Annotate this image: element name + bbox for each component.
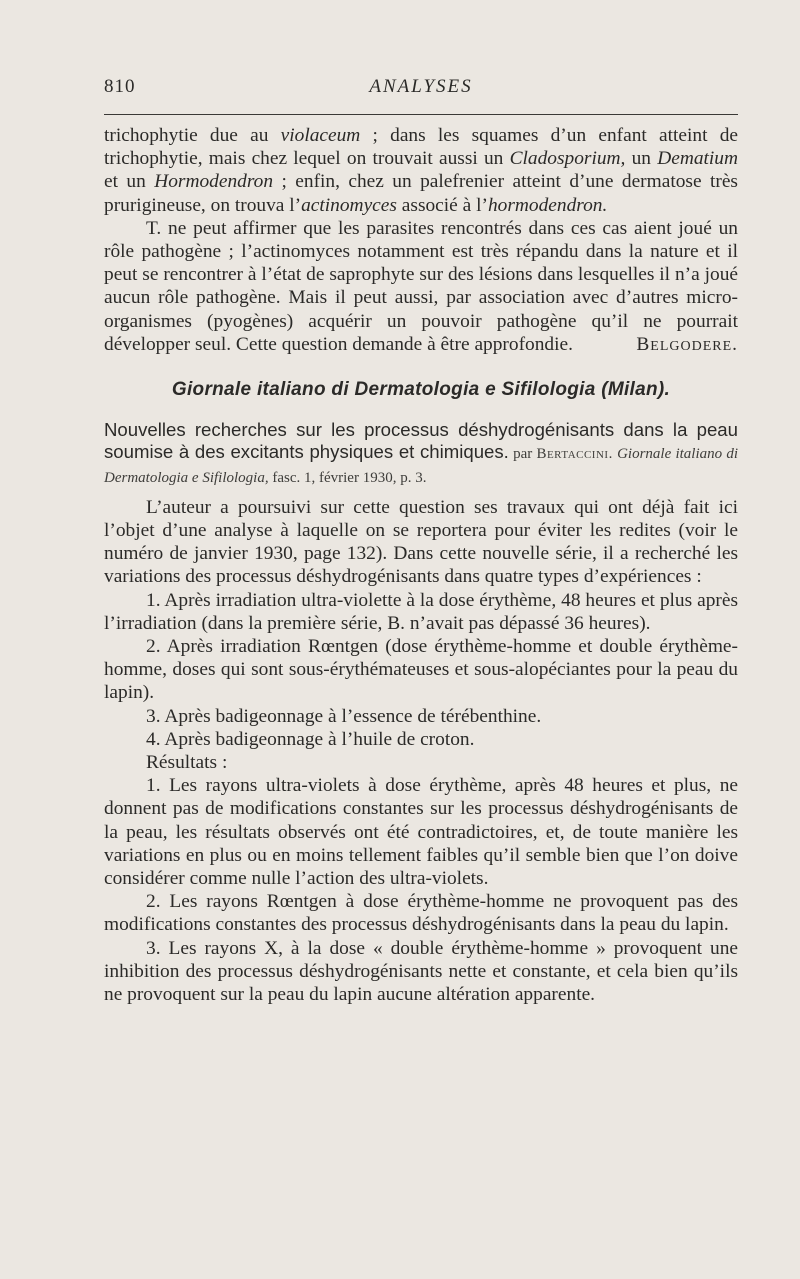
list-item: 3. Après badigeonnage à l’essence de térébenthine. [146,705,542,727]
by-prefix: par [508,445,537,462]
citation: fasc. 1, février 1930, p. 3. [268,470,427,487]
result-item: 3. Les rayons X, à la dose « double érythème-homme » provoquent une inhibition des processus déshydrogénisants nette et constante, et cela bien qu’ils ne provoquent sur la peau du lapin aucune altération apparente. [104,937,738,1005]
text-run: associé à l’ [396,194,488,216]
continued-paragraph [104,124,738,217]
result-item: 2. Les rayons Rœntgen à dose érythème-homme ne provoquent pas des modifications constantes des processus déshydrogénisants dans la peau du lapin. [104,891,738,936]
italic-term: Hormodendron [154,171,274,193]
author-signature: Belgodere. [636,333,738,355]
article-author: Bertaccini. [536,445,613,462]
results-heading: Résultats : [146,751,228,773]
italic-term: Dematium [657,148,739,170]
text-run: trichophytie due au [104,125,281,146]
paragraph-text: T. ne peut affirmer que les parasites rencontrés dans ces cas aient joué un rôle pathogène ; l’actinomyces notamment est très répandu dans la nature et il peut se rencontrer à l’état de saprophyte sur des lésions dans lesquelles il n’a joué aucun rôle pathogène. Mais il peut aussi, par association avec d’autres micro-organismes (pyogènes) acquérir un pouvoir pathogène qu’il ne pourrait développer seul. Cette question demande à être approfondie. [104,217,738,355]
article-title: Nouvelles recherches sur les processus déshydrogénisants dans la peau soumise à des excitants physiques et chimiques. [104,419,738,462]
page-header [104,76,738,104]
text-run: ; enfin, chez un palefrenier atteint d’une dermatose très prurigineuse, on trouva l’ [104,171,738,216]
section-title: Giornale italiano di Dermatologia e Sifilologia (Milan). [171,379,671,401]
italic-term: hormodendron. [487,194,608,216]
list-item: 1. Après irradiation ultra-violette à la dose érythème, 48 heures et plus après l’irradiation (dans la première série, B. n’avait pas dépassé 36 heures). [104,589,738,634]
journal-name: Giornale italiano di Dermatologia e Sifilologia, [104,445,738,487]
italic-term: actinomyces [301,194,397,216]
text-run: et un [104,171,155,193]
paragraph: L’auteur a poursuivi sur cette question ses travaux qui ont déjà fait ici l’objet d’une analyse à laquelle on se reportera pour éviter les redites (voir le numéro de janvier 1930, page 132). Dans cette nouvelle série, il a recherché les variations des processus déshydrogénisants dans quatre types d’expériences : [104,496,738,588]
text-run: un [625,148,658,170]
list-item: 2. Après irradiation Rœntgen (dose érythème-homme et double érythème-homme, doses qui sont sous-érythémateuses et sous-alopéciantes pour la peau du lapin). [104,635,738,704]
italic-term: violaceum [280,125,361,146]
italic-term: Cladosporium, [509,148,626,170]
paragraph [104,217,738,356]
article-heading [104,419,738,490]
page-body [104,124,738,1006]
running-title: ANALYSES [369,76,473,97]
text-run: ; dans les squames d’un enfant atteint de trichophytie, mais chez lequel on trouvait aussi un [104,125,738,170]
result-item: 1. Les rayons ultra-violets à dose érythème, après 48 heures et plus, ne donnent pas de modifications constantes sur les processus déshydrogénisants de la peau, les résultats observés ont été contradictoires, et, de toute manière les variations en plus ou en moins tellement faibles qu’il semble bien que l’on doive considérer comme nulle l’action des ultra-violets. [104,775,738,889]
list-item: 4. Après badigeonnage à l’huile de croton. [146,728,475,750]
page-number: 810 [104,76,136,97]
header-rule [104,114,738,115]
